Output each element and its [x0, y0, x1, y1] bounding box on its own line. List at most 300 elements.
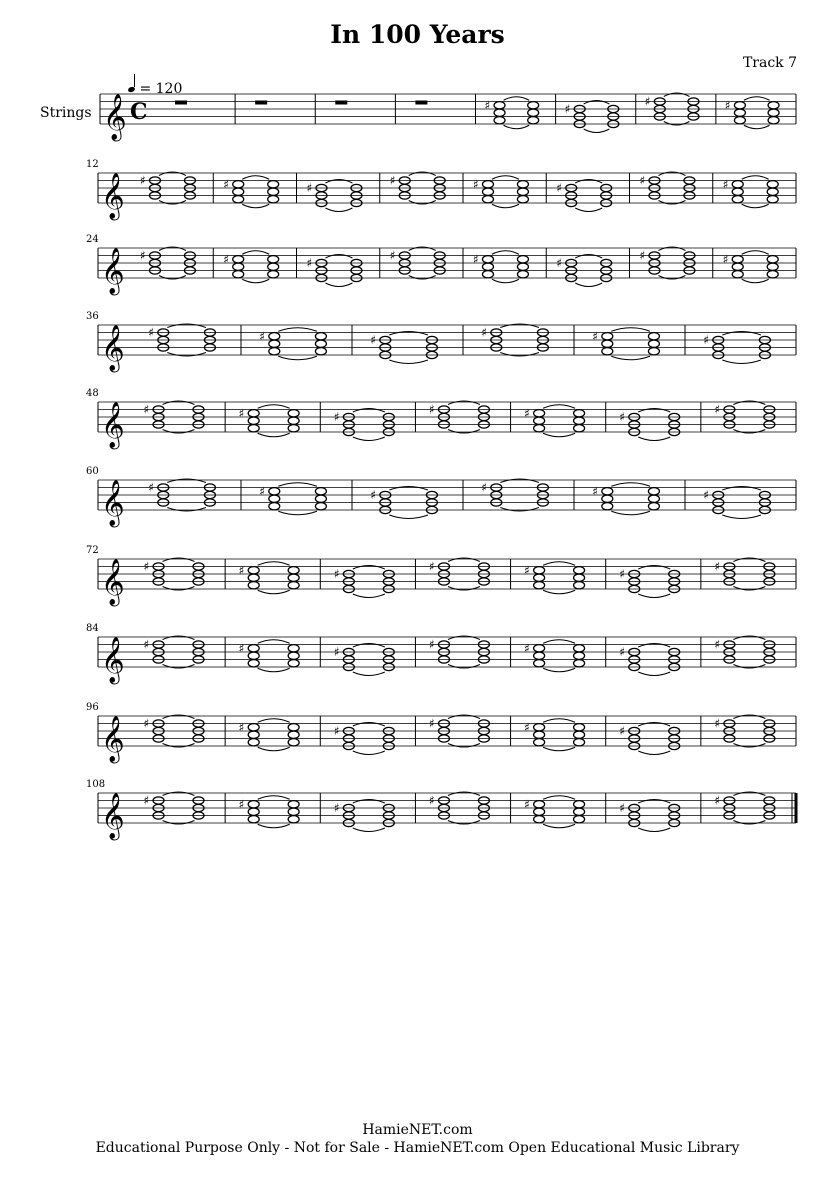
tie-arc — [325, 208, 352, 212]
tie-arc — [159, 276, 186, 280]
note-head — [648, 340, 659, 347]
sharp-icon: ♯ — [619, 645, 626, 659]
track-label: Track 7 — [742, 55, 797, 71]
footer-note: Educational Purpose Only - Not for Sale - HamieNET.com Open Educational Music Library — [95, 1140, 740, 1156]
tie-arc — [492, 204, 519, 208]
tie-arc — [733, 401, 765, 405]
note-head — [248, 739, 259, 746]
note-head — [288, 724, 299, 731]
tie-arc — [163, 744, 195, 748]
tie-arc — [409, 276, 436, 280]
note-head — [288, 425, 299, 432]
tie-arc — [658, 201, 685, 205]
tie-arc — [167, 324, 206, 328]
note-head — [248, 574, 259, 581]
sharp-icon: ♯ — [556, 181, 563, 195]
note-head — [534, 652, 545, 659]
note-head — [574, 731, 585, 738]
tie-arc — [733, 821, 765, 825]
treble-clef-icon: 𝄞 — [101, 402, 125, 448]
tie-arc — [504, 97, 530, 101]
sharp-icon: ♯ — [484, 98, 491, 113]
tie-arc — [448, 821, 480, 825]
tie-arc — [722, 515, 761, 519]
tie-arc — [448, 401, 480, 405]
note-head — [288, 582, 299, 589]
tie-arc — [163, 792, 195, 796]
sharp-icon: ♯ — [428, 402, 435, 417]
tie-arc — [448, 744, 480, 748]
tie-arc — [448, 715, 480, 719]
note-head — [574, 425, 585, 432]
note-head — [648, 495, 659, 502]
sharp-icon: ♯ — [722, 252, 729, 267]
sharp-icon: ♯ — [472, 252, 479, 267]
sharp-icon: ♯ — [259, 329, 266, 344]
note-head — [767, 256, 778, 263]
tie-arc — [543, 668, 575, 672]
sharp-icon: ♯ — [238, 797, 245, 812]
note-head — [574, 739, 585, 746]
tie-arc — [543, 405, 575, 409]
tie-arc — [409, 201, 436, 205]
note-head — [482, 256, 493, 263]
whole-rest-icon — [335, 101, 347, 105]
sharp-icon: ♯ — [259, 484, 266, 499]
tie-arc — [258, 668, 290, 672]
tie-arc — [722, 360, 761, 364]
note-head — [288, 801, 299, 808]
sharp-icon: ♯ — [223, 177, 230, 192]
note-head — [315, 503, 326, 510]
note-head — [574, 645, 585, 652]
note-head — [574, 816, 585, 823]
note-head — [602, 340, 613, 347]
note-head — [574, 417, 585, 424]
tie-arc — [163, 401, 195, 405]
measure-number: 72 — [86, 545, 99, 556]
tie-arc — [742, 279, 769, 283]
sharp-icon: ♯ — [143, 559, 150, 574]
sharp-icon: ♯ — [481, 325, 488, 340]
note-head — [732, 188, 743, 195]
sharp-icon: ♯ — [139, 248, 146, 263]
tie-arc — [278, 356, 317, 360]
note-head — [269, 495, 280, 502]
sharp-icon: ♯ — [428, 716, 435, 731]
tie-arc — [611, 483, 650, 487]
tie-arc — [722, 487, 761, 491]
note-head — [248, 660, 259, 667]
sharp-icon: ♯ — [556, 256, 563, 270]
sharp-icon: ♯ — [389, 173, 396, 188]
note-head — [534, 724, 545, 731]
tie-arc — [733, 587, 765, 591]
tie-arc — [584, 101, 610, 105]
tie-arc — [492, 251, 519, 255]
tie-arc — [500, 353, 539, 357]
note-head — [494, 102, 505, 109]
note-head — [534, 808, 545, 815]
tie-arc — [163, 430, 195, 434]
note-head — [482, 263, 493, 270]
sharp-icon: ♯ — [148, 480, 155, 495]
measure-number: 60 — [86, 466, 99, 477]
tie-arc — [325, 180, 352, 184]
note-head — [268, 188, 279, 195]
tie-arc — [543, 796, 575, 800]
measure-number: 84 — [86, 623, 99, 634]
tie-arc — [242, 204, 269, 208]
note-head — [268, 263, 279, 270]
note-head — [233, 256, 244, 263]
tie-arc — [167, 479, 206, 483]
tie-arc — [543, 433, 575, 437]
treble-clef-icon: 𝄞 — [101, 325, 125, 371]
tie-arc — [159, 247, 186, 251]
tie-arc — [389, 360, 428, 364]
tie-arc — [409, 172, 436, 176]
tie-arc — [664, 93, 690, 97]
note-head — [732, 181, 743, 188]
note-head — [574, 582, 585, 589]
sharp-icon: ♯ — [389, 248, 396, 263]
note-head — [268, 256, 279, 263]
tie-arc — [543, 719, 575, 723]
note-head — [528, 117, 539, 124]
note-head — [248, 410, 259, 417]
note-head — [315, 333, 326, 340]
sharp-icon: ♯ — [238, 563, 245, 578]
tie-arc — [638, 828, 670, 832]
whole-rest-icon — [415, 101, 427, 105]
note-head — [248, 816, 259, 823]
sharp-icon: ♯ — [714, 637, 721, 652]
sharp-icon: ♯ — [333, 724, 340, 738]
sharp-icon: ♯ — [714, 716, 721, 731]
note-head — [534, 582, 545, 589]
treble-clef-icon: 𝄞 — [101, 480, 125, 526]
tie-arc — [664, 122, 690, 126]
note-head — [767, 188, 778, 195]
measure-number: 24 — [86, 234, 99, 245]
note-head — [534, 816, 545, 823]
tie-arc — [543, 640, 575, 644]
tie-arc — [638, 723, 670, 727]
note-head — [315, 340, 326, 347]
note-head — [602, 488, 613, 495]
tie-arc — [278, 483, 317, 487]
note-head — [315, 495, 326, 502]
tie-arc — [278, 511, 317, 515]
tie-arc — [353, 644, 385, 648]
tie-arc — [258, 405, 290, 409]
tie-arc — [500, 324, 539, 328]
tie-arc — [742, 204, 769, 208]
sharp-icon: ♯ — [143, 402, 150, 417]
note-head — [767, 181, 778, 188]
note-head — [602, 348, 613, 355]
tie-arc — [258, 796, 290, 800]
tie-arc — [163, 665, 195, 669]
tie-arc — [492, 176, 519, 180]
note-head — [602, 333, 613, 340]
note-head — [269, 340, 280, 347]
note-head — [767, 271, 778, 278]
note-head — [534, 410, 545, 417]
sharp-icon: ♯ — [703, 488, 710, 502]
sharp-icon: ♯ — [139, 173, 146, 188]
tie-arc — [733, 430, 765, 434]
tempo-value: = 120 — [139, 81, 183, 97]
note-head — [233, 181, 244, 188]
note-head — [233, 271, 244, 278]
note-head — [248, 724, 259, 731]
tie-arc — [242, 176, 269, 180]
time-signature: C — [130, 99, 148, 125]
tie-arc — [638, 644, 670, 648]
whole-rest-icon — [255, 101, 267, 105]
tie-arc — [242, 251, 269, 255]
sharp-icon: ♯ — [428, 559, 435, 574]
sharp-icon: ♯ — [238, 720, 245, 735]
measure-number: 12 — [86, 159, 99, 170]
footer-site: HamieNET.com — [362, 1122, 473, 1138]
note-head — [574, 574, 585, 581]
sharp-icon: ♯ — [564, 102, 571, 116]
sharp-icon: ♯ — [714, 402, 721, 417]
sharp-icon: ♯ — [306, 181, 313, 195]
sharp-icon: ♯ — [592, 484, 599, 499]
tie-arc — [638, 594, 670, 598]
tie-arc — [733, 665, 765, 669]
tie-arc — [258, 562, 290, 566]
tie-arc — [389, 515, 428, 519]
note-head — [517, 181, 528, 188]
note-head — [574, 801, 585, 808]
treble-clef-icon: 𝄞 — [101, 637, 125, 683]
tie-arc — [638, 800, 670, 804]
tie-arc — [638, 437, 670, 441]
note-head — [534, 739, 545, 746]
measure-number: 108 — [86, 779, 106, 790]
note-head — [288, 731, 299, 738]
note-head — [268, 271, 279, 278]
note-head — [534, 574, 545, 581]
tie-arc — [733, 636, 765, 640]
note-head — [767, 196, 778, 203]
tie-arc — [575, 255, 602, 259]
tie-arc — [575, 208, 602, 212]
tie-arc — [733, 792, 765, 796]
tie-arc — [163, 715, 195, 719]
note-head — [528, 102, 539, 109]
tie-arc — [733, 744, 765, 748]
tie-arc — [611, 356, 650, 360]
note-head — [233, 196, 244, 203]
note-head — [732, 271, 743, 278]
tie-arc — [448, 665, 480, 669]
tie-arc — [163, 558, 195, 562]
tie-arc — [638, 751, 670, 755]
tie-arc — [389, 332, 428, 336]
measure-number: 96 — [86, 702, 99, 713]
note-head — [517, 196, 528, 203]
sharp-icon: ♯ — [524, 797, 530, 812]
note-head — [602, 495, 613, 502]
tie-arc — [409, 247, 436, 251]
tie-arc — [353, 409, 385, 413]
note-head — [574, 724, 585, 731]
sharp-icon: ♯ — [619, 801, 626, 815]
tie-arc — [500, 479, 539, 483]
tie-arc — [258, 824, 290, 828]
tie-arc — [448, 430, 480, 434]
tie-arc — [742, 251, 769, 255]
sharp-icon: ♯ — [143, 793, 150, 808]
note-head — [768, 109, 779, 116]
tie-arc — [744, 125, 770, 129]
note-head — [734, 117, 745, 124]
sharp-icon: ♯ — [524, 720, 530, 735]
note-head — [233, 188, 244, 195]
note-head — [534, 567, 545, 574]
note-head — [574, 808, 585, 815]
note-head — [482, 196, 493, 203]
sharp-icon: ♯ — [524, 406, 530, 421]
note-head — [574, 567, 585, 574]
sharp-icon: ♯ — [714, 793, 721, 808]
sharp-icon: ♯ — [428, 793, 435, 808]
note-head — [315, 348, 326, 355]
sharp-icon: ♯ — [481, 480, 488, 495]
note-head — [248, 801, 259, 808]
tie-arc — [500, 508, 539, 512]
note-head — [288, 808, 299, 815]
tie-arc — [258, 747, 290, 751]
note-head — [648, 488, 659, 495]
sharp-icon: ♯ — [148, 325, 155, 340]
note-head — [734, 102, 745, 109]
sharp-icon: ♯ — [619, 410, 626, 424]
note-head — [288, 574, 299, 581]
note-head — [288, 816, 299, 823]
sharp-icon: ♯ — [644, 94, 651, 109]
tie-arc — [744, 97, 770, 101]
note-head — [517, 271, 528, 278]
sharp-icon: ♯ — [306, 256, 313, 270]
note-head — [648, 503, 659, 510]
tie-arc — [159, 172, 186, 176]
note-head — [574, 652, 585, 659]
tie-arc — [504, 125, 530, 129]
tie-arc — [611, 328, 650, 332]
sharp-icon: ♯ — [592, 329, 599, 344]
note-head — [517, 263, 528, 270]
note-head — [288, 645, 299, 652]
tie-arc — [167, 508, 206, 512]
tie-arc — [733, 715, 765, 719]
note-head — [288, 652, 299, 659]
sharp-icon: ♯ — [333, 645, 340, 659]
sharp-icon: ♯ — [238, 406, 245, 421]
sharp-icon: ♯ — [619, 567, 626, 581]
tie-arc — [258, 719, 290, 723]
tie-arc — [353, 437, 385, 441]
note-head — [248, 425, 259, 432]
tie-arc — [575, 283, 602, 287]
note-head — [315, 488, 326, 495]
note-head — [494, 109, 505, 116]
sharp-icon: ♯ — [524, 641, 530, 656]
sharp-icon: ♯ — [703, 333, 710, 347]
tie-arc — [278, 328, 317, 332]
note-head — [269, 333, 280, 340]
note-head — [732, 256, 743, 263]
tie-arc — [658, 276, 685, 280]
note-head — [248, 582, 259, 589]
tie-arc — [325, 283, 352, 287]
sharp-icon: ♯ — [370, 333, 377, 347]
sharp-icon: ♯ — [428, 637, 435, 652]
tie-arc — [448, 636, 480, 640]
sharp-icon: ♯ — [333, 567, 340, 581]
sharp-icon: ♯ — [524, 563, 530, 578]
note-head — [534, 731, 545, 738]
note-head — [534, 417, 545, 424]
tie-arc — [353, 751, 385, 755]
note-head — [248, 567, 259, 574]
tie-arc — [543, 590, 575, 594]
sharp-icon: ♯ — [714, 559, 721, 574]
tie-arc — [258, 640, 290, 644]
tie-arc — [638, 566, 670, 570]
note-head — [534, 660, 545, 667]
tie-arc — [163, 821, 195, 825]
note-head — [534, 425, 545, 432]
note-head — [248, 417, 259, 424]
measure-number: 48 — [86, 388, 99, 399]
tie-arc — [389, 487, 428, 491]
treble-clef-icon: 𝄞 — [101, 248, 125, 294]
tie-arc — [638, 672, 670, 676]
note-head — [288, 410, 299, 417]
note-head — [288, 417, 299, 424]
note-head — [288, 567, 299, 574]
note-head — [268, 181, 279, 188]
whole-rest-icon — [175, 101, 187, 105]
tie-arc — [448, 587, 480, 591]
note-head — [517, 256, 528, 263]
tie-arc — [742, 176, 769, 180]
note-head — [233, 263, 244, 270]
note-head — [574, 410, 585, 417]
tie-arc — [543, 747, 575, 751]
tie-arc — [353, 672, 385, 676]
tie-arc — [492, 279, 519, 283]
tie-arc — [611, 511, 650, 515]
treble-clef-icon: 𝄞 — [101, 559, 125, 605]
treble-clef-icon: 𝄞 — [103, 94, 127, 140]
note-head — [268, 196, 279, 203]
note-head — [648, 348, 659, 355]
tie-arc — [353, 800, 385, 804]
note-head — [494, 117, 505, 124]
sharp-icon: ♯ — [639, 173, 646, 188]
tie-arc — [242, 279, 269, 283]
tie-arc — [733, 558, 765, 562]
note-head — [269, 488, 280, 495]
